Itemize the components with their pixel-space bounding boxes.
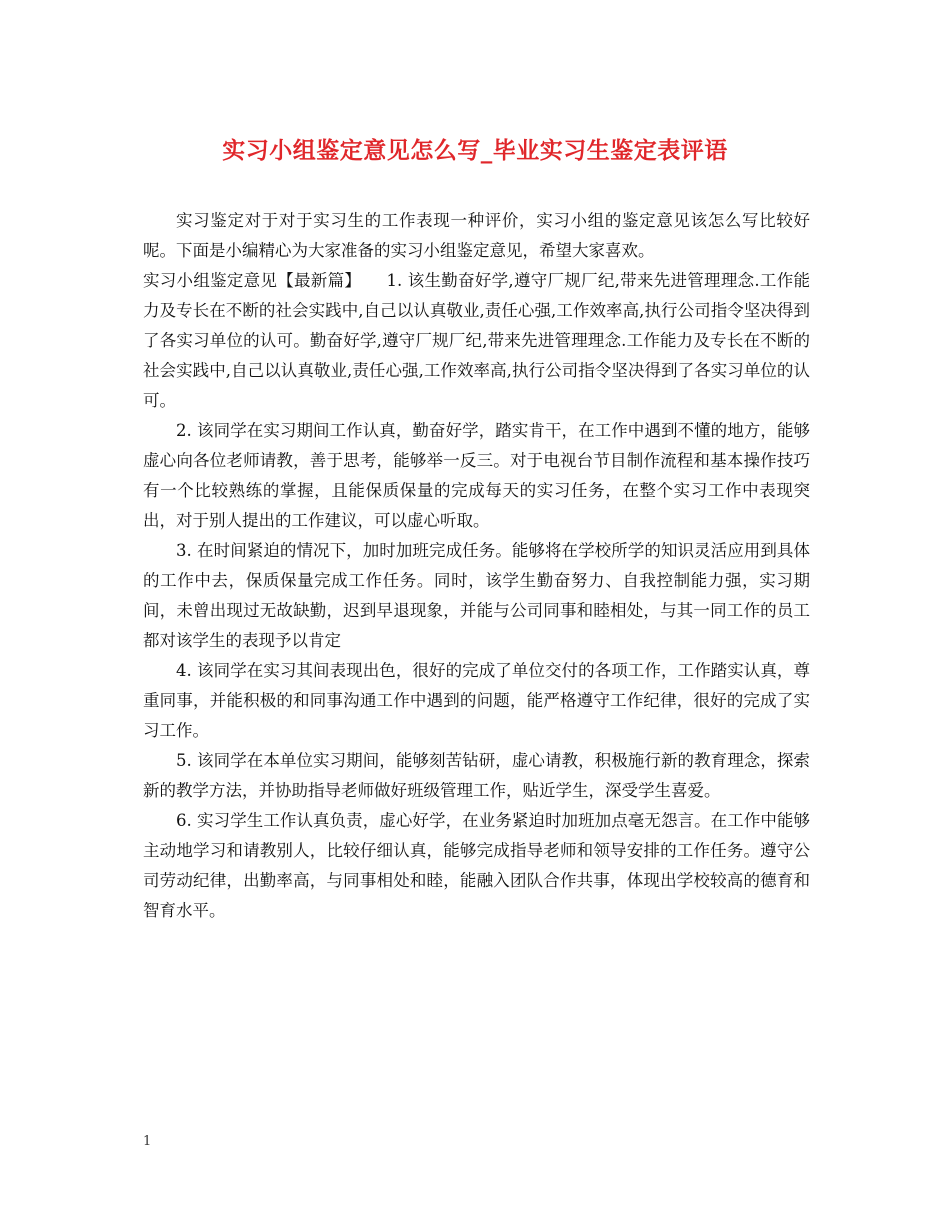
- document-title: 实习小组鉴定意见怎么写_毕业实习生鉴定表评语: [222, 137, 728, 164]
- paragraph-item-4: 4. 该同学在实习其间表现出色，很好的完成了单位交付的各项工作，工作踏实认真，尊重同事，并能积极的和同事沟通工作中遇到的问题，能严格遵守工作纪律，很好的完成了实习工作。: [143, 661, 810, 740]
- paragraph-item-6: 6. 实习学生工作认真负责，虚心好学，在业务紧迫时加班加点毫无怨言。在工作中能够主动地学习和请教别人，比较仔细认真，能够完成指导老师和领导安排的工作任务。遵守公司劳动纪律，出勤率高，与同事相处和睦，能融入团队合作共事，体现出学校较高的德育和智育水平。: [143, 811, 810, 920]
- paragraph-item-3: 3. 在时间紧迫的情况下，加时加班完成任务。能够将在学校所学的知识灵活应用到具体的工作中去，保质保量完成工作任务。同时，该学生勤奋努力、自我控制能力强，实习期间，未曾出现过无故缺勤，迟到早退现象，并能与公司同事和睦相处，与其一同工作的员工都对该学生的表现予以肯定: [143, 541, 810, 650]
- paragraph-item-5: 5. 该同学在本单位实习期间，能够刻苦钻研，虚心请教，积极施行新的教育理念，探索新的教学方法，并协助指导老师做好班级管理工作，贴近学生，深受学生喜爱。: [143, 751, 810, 800]
- paragraph-item-1: 实习小组鉴定意见【最新篇】 1. 该生勤奋好学,遵守厂规厂纪,带来先进管理理念.工作能力及专长在不断的社会实践中,自己以认真敬业,责任心强,工作效率高,执行公司指令坚决得到了各实习单位的认可。勤奋好学,遵守厂规厂纪,带来先进管理理念.工作能力及专长在不断的社会实践中,自己以认真敬业,责任心强,工作效率高,执行公司指令坚决得到了各实习单位的认可。: [143, 271, 810, 410]
- paragraph-item-2: 2. 该同学在实习期间工作认真，勤奋好学，踏实肯干，在工作中遇到不懂的地方，能够虚心向各位老师请教，善于思考，能够举一反三。对于电视台节目制作流程和基本操作技巧有一个比较熟练的掌握，且能保质保量的完成每天的实习任务，在整个实习工作中表现突出，对于别人提出的工作建议，可以虚心听取。: [143, 421, 810, 530]
- intro-paragraph: 实习鉴定对于对于实习生的工作表现一种评价，实习小组的鉴定意见该怎么写比较好呢。下面是小编精心为大家准备的实习小组鉴定意见，希望大家喜欢。: [143, 211, 810, 260]
- page-number: 1: [143, 1134, 152, 1149]
- document-body: [143, 206, 810, 926]
